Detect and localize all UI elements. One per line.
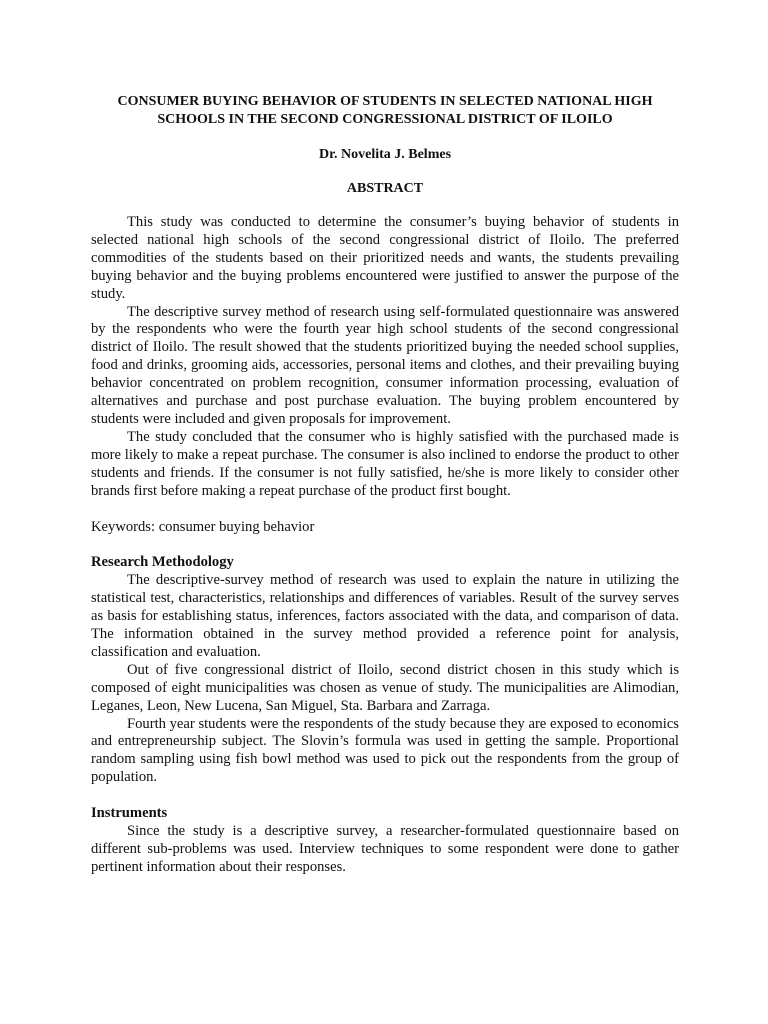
document-page [91,93,679,877]
research-methodology-heading: Research Methodology [91,554,234,571]
instruments-paragraph: Since the study is a descriptive survey, a researcher-formulated questionnaire based on different sub-problems was used. Interview techniques to some respondent were done to gather pertinent information about their responses. [91,823,679,875]
abstract-paragraph: The descriptive survey method of research using self-formulated questionnaire was answered by the respondents who were the fourth year high school students of the second congressional district of Iloilo. The result showed that the students prioritized buying the needed school supplies, food and drinks, grooming aids, accessories, personal items and clothes, and their prevailing buying behavior concentrated on problem recognition, consumer information processing, evaluation of alternatives and purchase and post purchase evaluation. The buying problem encountered by students were included and given proposals for improvement. [91,303,679,427]
abstract-body [91,214,679,501]
author-name: Dr. Novelita J. Belmes [318,147,452,162]
methodology-paragraph: Fourth year students were the respondents of the study because they are exposed to economics and entrepreneurship subject. The Slovin’s formula was used in getting the sample. Proportional random sampling using fish bowl method was used to pick out the respondents from the group of population. [91,715,679,786]
abstract-heading: ABSTRACT [346,181,424,196]
methodology-paragraph: Out of five congressional district of Iloilo, second district chosen in this study which is composed of eight municipalities was chosen as venue of study. The municipalities are Alimodian, Leganes, Leon, New Lucena, San Miguel, Sta. Barbara and Zarraga. [91,661,679,714]
abstract-paragraph: The study concluded that the consumer who is highly satisfied with the purchased made is more likely to make a repeat purchase. The consumer is also inclined to endorse the product to other students and friends. If the consumer is not fully satisfied, he/she is more likely to consider other brands first before making a repeat purchase of the product first bought. [91,428,679,499]
abstract-paragraph: This study was conducted to determine the consumer’s buying behavior of students in selected national high schools of the second congressional district of Iloilo. The preferred commodities of the students based on their prioritized needs and wants, the students prevailing buying behavior and the buying problems encountered were justified to answer the purpose of the study. [91,214,679,302]
methodology-paragraph: The descriptive-survey method of research was used to explain the nature in utilizing the statistical test, characteristics, relationships and differences of variables. Result of the survey serves as basis for establishing status, inferences, factors associated with the data, and comparison of data. The information obtained in the survey method provided a reference point for analysis, classification and evaluation. [91,572,679,660]
document-title: CONSUMER BUYING BEHAVIOR OF STUDENTS IN SELECTED NATIONAL HIGH SCHOOLS IN THE SECOND CONGRESSIONAL DISTRICT OF ILOILO [117,94,653,127]
instruments-heading: Instruments [91,805,168,822]
keywords-line: Keywords: consumer buying behavior [91,518,315,535]
